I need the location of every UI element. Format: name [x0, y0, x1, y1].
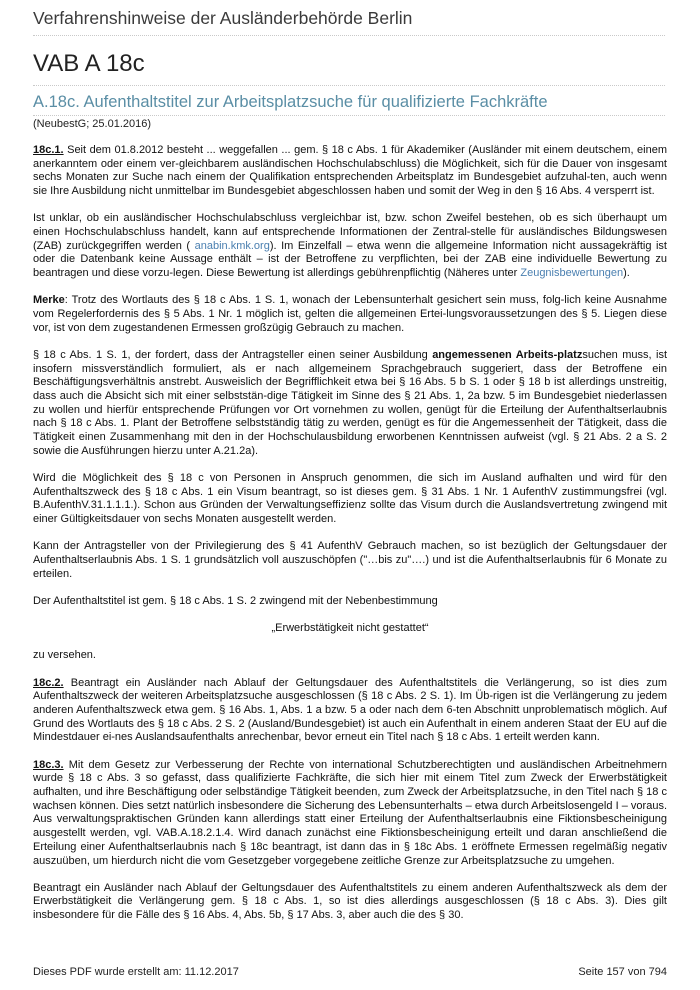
paragraph-text: Seit dem 01.8.2012 besteht ... weggefallen ... gem. § 18 c Abs. 1 für Akademiker (Ausländer mit einem deutschem, einem anerkanntem oder einem ver-gleichbarem ausländischen Hochschulabschluss) die Möglichkeit, sich für die Dauer von insgesamt sechs Monaten zur Suche nach einem der Qualifikation entsprechenden Arbeitsplatz im Bundesgebiet aufzuhal-ten, auch wenn sie Ihre Ausbildung nicht unmittelbar im Bundesgebiet abgeschlossen haben und somit der Weg in den § 16 Abs. 4 versperrt ist.	[33, 144, 667, 198]
paragraph-ref: 18c.2.	[33, 676, 64, 689]
paragraph-18c3	[33, 759, 667, 869]
anabin-link[interactable]: anabin.kmk.org	[194, 239, 270, 252]
section-title: A.18c. Aufenthaltstitel zur Arbeitsplatzsuche für qualifizierte Fachkräfte	[33, 93, 665, 116]
page-title: VAB A 18c	[33, 50, 665, 86]
paragraph-privilegierung: Kann der Antragsteller von der Privilegierung des § 41 AufenthV Gebrauch machen, so ist bezüglich der Geltungsdauer der Aufenthaltserlaubnis Abs. 1 S. 1 grundsätzlich voll auszuschöpfen ("…bis zu"….) und ist die Aufenthaltserlaubnis für 6 Monate zu erteilen.	[33, 540, 667, 580]
paragraph-verlaengerung: Beantragt ein Ausländer nach Ablauf der Geltungsdauer des Aufenthaltstitels zu einem anderen Aufenthaltszweck als dem der Erwerbstätigkeit die Verlängerung gem. § 18 c Abs. 1, so ist dies allerdings ausgeschlossen (§ 18 c Abs. 3). Dies gilt insbesondere für die Fälle des § 16 Abs. 4, Abs. 5b, § 17 Abs. 3, aber auch die des § 30.	[33, 881, 667, 922]
paragraph-ref: 18c.1.	[33, 144, 64, 156]
paragraph-text: ). Im Einzelfall – etwa wenn die allgemeine Information nicht aussagekräftig ist oder die Datenbank keine Aussage enthält – ist der Betroffene zu verpflichten, bei der ZAB eine individuelle Bewertung zu beantragen und diese vorzu-legen. Diese Bewertung ist allerdings gebührenpflichtig (Näheres unter	[33, 239, 667, 280]
paragraph-text: Beantragt ein Ausländer nach Ablauf der Geltungsdauer des Aufenthaltstitels die Verlängerung, so ist dies zum Aufenthaltszweck der weiteren Arbeitsplatzsuche ausgeschlossen (§ 18 c Abs. 2 S. 1). Im Üb-rigen ist die Verlängerung zu jedem anderen Aufenthaltszweck etwa gem. § 16 Abs. 1, Abs. 1 a bzw. 5 a oder nach dem 6-ten Abschnitt unproblematisch möglich. Auf Grund des Wortlauts des § 18 c Abs. 2 S. 2 (Ausland/Bundesgebiet) ist auch ein Aufenthalt in einem anderen Staat der EU auf die Mindestdauer ei-nes Auslandsaufenthalts anrechenbar, bevor erneut ein Titel nach § 18 c Abs. 1 erteilt werden kann.	[33, 676, 667, 744]
paragraph-arbeitsplatz	[33, 349, 667, 459]
document-header: Verfahrenshinweise der Ausländerbehörde Berlin	[33, 8, 665, 36]
paragraph-text: ).	[623, 267, 630, 280]
paragraph-18c1	[33, 144, 667, 199]
paragraph-text: Ist unklar, ob ein ausländischer Hochschulabschluss vergleichbar ist, bzw. schon Zweifel bestehen, ob es sich überhaupt um einen Hochschulabschluss handelt, kann auf entsprechende Informationen der Zentral-stelle für ausländisches Bildungswesen (ZAB) zurückgegriffen werden (	[33, 212, 667, 252]
paragraph-ref: 18c.3.	[33, 758, 64, 771]
page-number: Seite 157 von 794	[578, 966, 667, 978]
merke-label: Merke	[33, 294, 65, 307]
paragraph-visum: Wird die Möglichkeit des § 18 c von Personen in Anspruch genommen, die sich im Ausland aufhalten und wird für den Aufenthaltszweck des § 18 c Abs. 1 ein Visum beantragt, so ist dieses gem. § 31 Abs. 1 Nr. 1 AufenthV zustimmungsfrei (vgl. B.AufenthV.31.1.1.1.). Schon aus Gründen der Verwaltungseffizienz sollte das Visum durch die Auslandsvertretung zwingend mit einer Gültigkeitsdauer von sechs Monaten ausgestellt werden.	[33, 472, 667, 526]
paragraph-zu-versehen: zu versehen.	[33, 649, 96, 662]
paragraph-quote: „Erwerbstätigkeit nicht gestattet“	[271, 622, 429, 635]
paragraph-zab	[33, 212, 667, 281]
paragraph-text: § 18 c Abs. 1 S. 1, der fordert, dass der Antragsteller einen seiner Ausbildung	[33, 348, 433, 361]
created-date: Dieses PDF wurde erstellt am: 11.12.2017	[33, 966, 239, 978]
paragraph-text: Mit dem Gesetz zur Verbesserung der Rechte von international Schutzberechtigten und ausländischen Arbeitnehmern wurde § 18 c Abs. 3 so gefasst, dass qualifizierte Fachkräfte, die sich hier mit einem Titel zum Zweck der Erwerbstätigkeit aufhalten, und ihre Beschäftigung oder selbständige Tätigkeit beenden, zum Zweck der Arbeitsplatzsuche, in den Titel nach § 18 c wachsen können. Dies setzt natürlich insbesondere die Sicherung des Lebensunterhalts – etwa durch Arbeitslosengeld I – voraus. Aus verwaltungspraktischen Gründen kann allerdings statt einer Erteilung der Aufenthaltserlaubnis eine Fiktionsbescheinigung ausgestellt werden, vgl. VAB.A.18.2.1.4. Wird danach zunächst eine Fiktionsbescheinigung erteilt und daran anschließend die Erteilung einer Aufenthaltserlaubnis nach § 18c beantragt, ist dann das in § 18c Abs. 1 eröffnete Ermessen regelmäßig negativ auszuüben, um hierdurch nicht die vom Gesetzgeber vorgegebene zeitliche Grenze zur Arbeitsplatzsuche zu umgehen.	[33, 758, 667, 867]
paragraph-nebenbestimmung: Der Aufenthaltstitel ist gem. § 18 c Abs. 1 S. 2 zwingend mit der Nebenbestimmung	[33, 594, 438, 607]
paragraph-text: suchen muss, ist insofern missverständlich formuliert, als er nach allgemeinem Sprachgebrauch suggeriert, dass der Betroffene ein Beschäftigungsverhältnis anstrebt. Ausweislich der Begrifflichkeit etwa bei § 16 Abs. 5 b S. 1 oder § 18 b ist allerdings unstreitig, dass auch die Absicht sich mit einer selbststän-dige Tätigkeit im Sinne des § 21 Abs. 1, 2a bzw. 5 im Bundesgebiet niederlassen zu wollen und hierfür entsprechende Prüfungen vor Ort vornehmen zu wollen, genügt für die Erteilung der Aufenthaltserlaubnis nach § 18 c Abs. 1. Plant der Betroffene selbstständig tätig zu werden, genügt es für die Angemessenheit der Tätigkeit, dass die Tätigkeit einen Zusammenhang mit den in der Hochschulausbildung erworbenen Kenntnissen aufweist (vgl. § 21 Abs. 2 a S. 2 sowie die Ausführungen hierzu unter A.21.2a).	[33, 348, 667, 457]
bold-term: angemessenen Arbeits-platz	[432, 348, 583, 361]
document-body	[33, 144, 667, 958]
paragraph-18c2	[33, 677, 667, 746]
paragraph-text: : Trotz des Wortlauts des § 18 c Abs. 1 S. 1, wonach der Lebensunterhalt gesichert sein muss, folg-lich keine Ausnahme vom Regelerfordernis des § 5 Abs. 1 Nr. 1 möglich ist, gelten die allgemeinen Ertei-lungsvoraussetzungen des § 5. Liegen diese vor, ist von dem zugestandenen Ermessen großzügig Gebrauch zu machen.	[33, 294, 667, 334]
section-subtitle: (NeubestG; 25.01.2016)	[33, 118, 152, 130]
zeugnisbewertungen-link[interactable]: Zeugnisbewertungen	[520, 267, 624, 280]
page-footer	[33, 966, 667, 978]
paragraph-merke	[33, 294, 667, 335]
